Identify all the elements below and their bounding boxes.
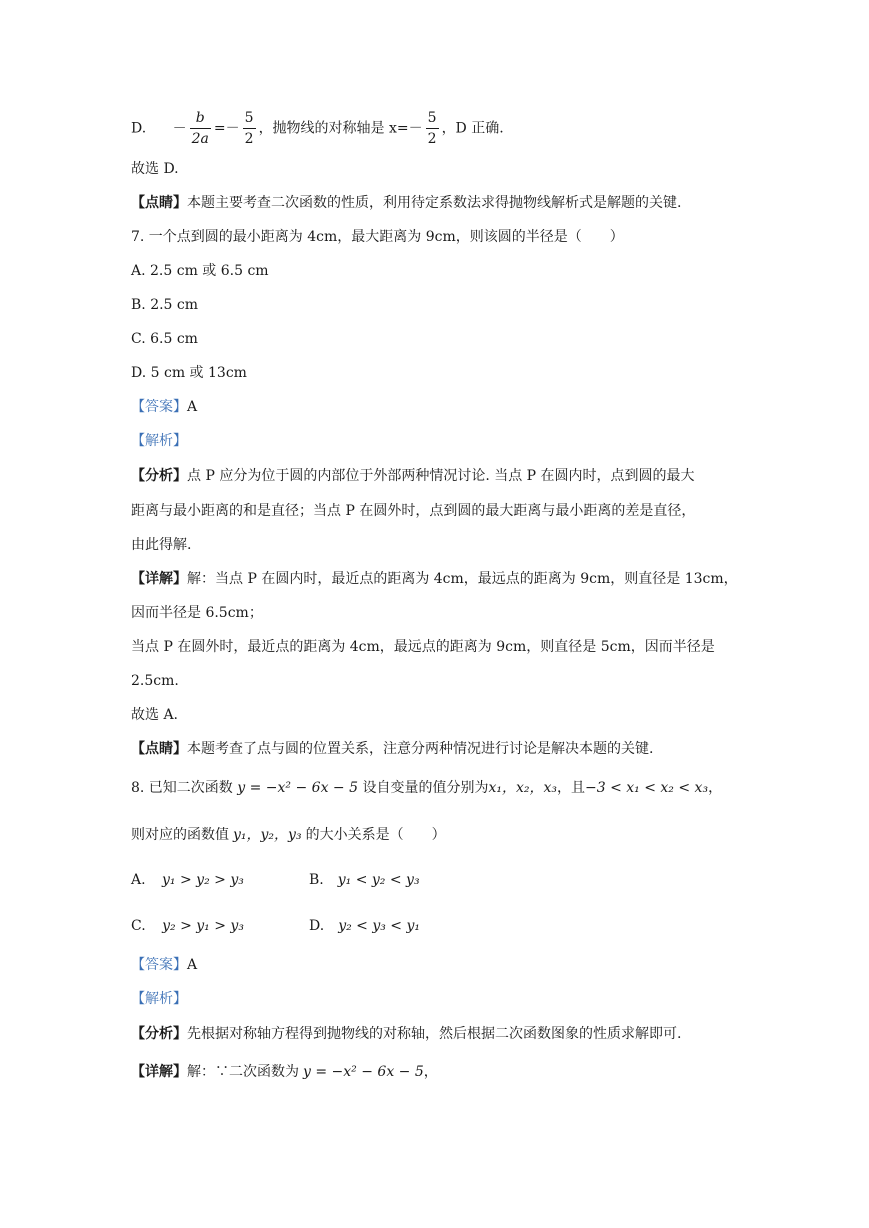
option-expression: y₁ < y₂ < y₃ bbox=[337, 872, 420, 888]
option-a: A. 2.5 cm 或 6.5 cm bbox=[131, 263, 269, 279]
option-label: D. bbox=[309, 918, 325, 934]
answer-tag: 【答案】 bbox=[131, 957, 187, 973]
fraction-5-over-2 bbox=[426, 108, 439, 149]
function-expression: y = −x² − 6x − 5 bbox=[303, 1064, 424, 1080]
section-tag: 【详解】 bbox=[131, 571, 187, 587]
question-7: 7. 一个点到圆的最小距离为 4cm，最大距离为 9cm，则该圆的半径是（ ） bbox=[131, 229, 624, 245]
section-tag: 【分析】 bbox=[131, 468, 187, 484]
option-d bbox=[309, 916, 420, 936]
section-tag: 【点睛】 bbox=[131, 741, 187, 757]
answer-value: A bbox=[187, 957, 198, 973]
statement-text: ，抛物线的对称轴是 x=－ bbox=[258, 120, 423, 137]
paragraph-line: 当点 P 在圆外时，最近点的距离为 4cm，最远点的距离为 9cm，则直径是 5cm，因而半径是 bbox=[131, 639, 715, 655]
question-text: ，且 bbox=[557, 780, 585, 796]
fenxi-paragraph bbox=[131, 466, 695, 486]
answer-line bbox=[131, 397, 197, 417]
question-text: 则对应的函数值 bbox=[131, 827, 229, 843]
option-row-ab bbox=[131, 870, 531, 890]
prev-option-d bbox=[131, 108, 504, 149]
option-label: B. bbox=[309, 872, 324, 888]
answer-tag: 【答案】 bbox=[131, 399, 187, 415]
option-c: C. 6.5 cm bbox=[131, 331, 198, 347]
choose-line: 故选 D. bbox=[131, 161, 179, 177]
section-tag: 【详解】 bbox=[131, 1064, 187, 1080]
fraction-5-over-2 bbox=[243, 108, 256, 149]
fraction-numerator: 5 bbox=[426, 108, 439, 129]
option-label: C. bbox=[131, 918, 146, 934]
variable-list: y₁，y₂，y₃ bbox=[233, 827, 302, 843]
xiangjie-paragraph bbox=[131, 1062, 438, 1082]
dianjing-paragraph bbox=[131, 193, 681, 213]
inequality-condition: −3 < x₁ < x₂ < x₃ bbox=[585, 780, 709, 796]
option-expression: y₂ < y₃ < y₁ bbox=[338, 918, 421, 934]
paragraph-text: 解：∵二次函数为 bbox=[187, 1064, 299, 1080]
fraction-denominator: 2 bbox=[427, 131, 437, 147]
fraction-denominator: 2 bbox=[244, 131, 254, 147]
statement-text: ，D 正确. bbox=[441, 120, 504, 137]
paragraph-text: 本题主要考查二次函数的性质，利用待定系数法求得抛物线解析式是解题的关键. bbox=[187, 195, 682, 211]
paragraph-text: 本题考查了点与圆的位置关系，注意分两种情况进行讨论是解决本题的关键. bbox=[187, 741, 654, 757]
question-text: ， bbox=[708, 780, 723, 796]
minus-sign: － bbox=[172, 120, 187, 137]
fraction-numerator: 5 bbox=[243, 108, 256, 129]
equals-text: =－ bbox=[213, 120, 240, 137]
jiexi-tag: 【解析】 bbox=[131, 433, 187, 449]
fraction-b-over-2a bbox=[190, 108, 211, 149]
option-expression: y₂ > y₁ > y₃ bbox=[162, 918, 244, 934]
option-label: A. bbox=[131, 872, 146, 888]
choose-line: 故选 A. bbox=[131, 707, 179, 723]
paragraph-text: 先根据对称轴方程得到抛物线的对称轴，然后根据二次函数图象的性质求解即可. bbox=[187, 1026, 682, 1042]
xiangjie-paragraph bbox=[131, 569, 738, 589]
option-expression: y₁ > y₂ > y₃ bbox=[162, 872, 244, 888]
answer-value: A bbox=[187, 399, 198, 415]
question-text: 设自变量的值分别为 bbox=[362, 780, 489, 796]
section-tag: 【点睛】 bbox=[131, 195, 187, 211]
answer-line bbox=[131, 955, 197, 975]
option-row-cd bbox=[131, 916, 531, 936]
question-text: 8. 已知二次函数 bbox=[131, 780, 233, 796]
option-label: D. bbox=[131, 120, 147, 137]
dianjing-paragraph bbox=[131, 739, 653, 759]
paragraph-line: 2.5cm. bbox=[131, 673, 179, 689]
fraction-numerator: b bbox=[190, 108, 211, 129]
option-b bbox=[309, 870, 420, 890]
paragraph-line: 因而半径是 6.5cm； bbox=[131, 605, 263, 621]
section-tag: 【分析】 bbox=[131, 1026, 187, 1042]
paragraph-line: 由此得解. bbox=[131, 537, 192, 553]
question-text: 的大小关系是（ ） bbox=[305, 827, 446, 843]
variable-list: x₁，x₂，x₃ bbox=[488, 780, 557, 796]
question-8-line2 bbox=[131, 825, 446, 845]
fraction-denominator: 2a bbox=[191, 131, 209, 147]
paragraph-line: 距离与最小距离的和是直径；当点 P 在圆外时，点到圆的最大距离与最小距离的差是直径， bbox=[131, 503, 696, 519]
question-8 bbox=[131, 778, 722, 798]
fenxi-paragraph bbox=[131, 1024, 681, 1044]
function-expression: y = −x² − 6x − 5 bbox=[237, 780, 359, 796]
option-b: B. 2.5 cm bbox=[131, 297, 199, 313]
jiexi-tag: 【解析】 bbox=[131, 991, 187, 1007]
paragraph-text: ， bbox=[423, 1064, 438, 1080]
paragraph-text: 点 P 应分为位于圆的内部位于外部两种情况讨论. 当点 P 在圆内时，点到圆的最大 bbox=[187, 468, 695, 484]
paragraph-text: 解：当点 P 在圆内时，最近点的距离为 4cm，最远点的距离为 9cm，则直径是 13cm， bbox=[187, 571, 738, 587]
option-d: D. 5 cm 或 13cm bbox=[131, 365, 247, 381]
